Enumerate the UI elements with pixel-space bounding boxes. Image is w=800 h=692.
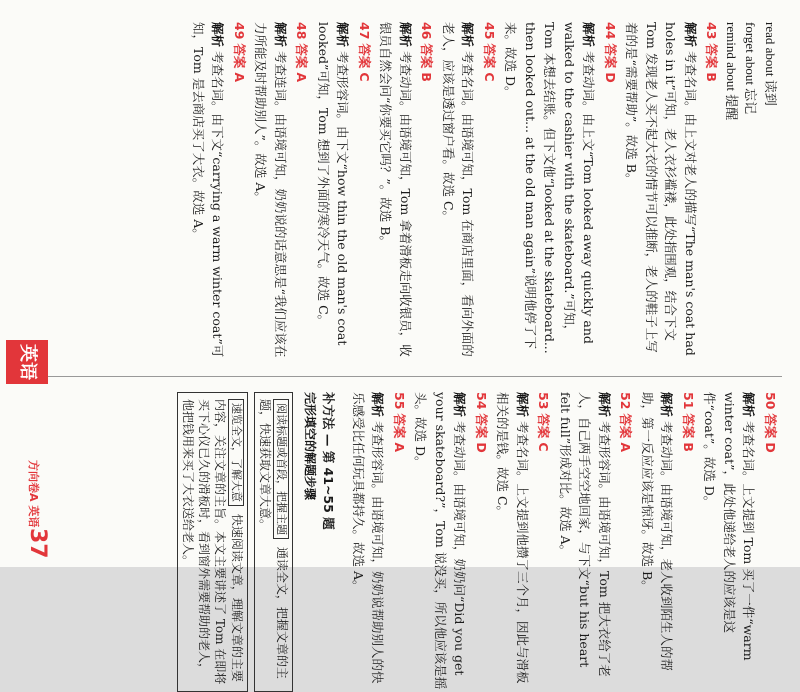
vocab-list: [722, 22, 781, 362]
answer-43: 43 答案 B: [704, 22, 720, 82]
footer-label: 方向卷A 英语: [27, 460, 40, 528]
left-column: [187, 22, 781, 362]
page-footer: [12, 460, 52, 570]
step-tag: 速览全文，了解大意: [229, 399, 245, 506]
analysis-53: 解析 考查名词。上文提到他攒了三个月，因此与滑板相关的是钱。故选 C。: [495, 392, 530, 684]
analysis-47: 解析 考查形容词。由下文“how thin the old man's coat looked”可知，Tom 想到了外面的寒冷天气。故选 C。: [316, 22, 351, 346]
method-step-box: [255, 392, 294, 692]
analysis-49: 解析 考查名词。由下文“carrying a warm winter coat”可知，Tom 是去商店买了大衣。故选 A。: [191, 22, 226, 358]
analysis-43: 解析 考查名词。由上文对老人的描写“The man's coat had holes in it”可知，老人衣衫褴褛，此处指围观，结合下文 Tom 发现老人买不起大衣的情节可以推断，老人的鞋子上写着的是“需要帮助”。故选 B。: [624, 22, 698, 356]
answer-52: 52 答案 A: [618, 392, 634, 453]
answer-46: 46 答案 B: [419, 22, 435, 82]
answer-51: 51 答案 B: [681, 392, 696, 452]
analysis-45: 解析 考查名词。由语境可知，Tom 在商店里面，看向外面的老人，应该是透过窗户看。故选 C。: [441, 22, 476, 357]
method-subtitle: 完形填空的解题步骤: [303, 392, 317, 501]
answer-45: 45 答案 C: [482, 22, 497, 82]
vocab-item: remind about 提醒: [724, 22, 739, 121]
step-text: 快速阅读文章，理解文章的主要内容，关注文章的主旨。本文主要讲述了 Tom 在即将买下心仪已久的滑板时，看到窗外需要帮助的老人，他把钱用来买了大衣送给老人。: [181, 399, 245, 685]
answer-48: 48 答案 A: [294, 22, 310, 83]
answer-50: 50 答案 D: [763, 392, 778, 453]
step-tag: 阅读标题或首段，把握主题: [274, 399, 290, 539]
vocab-item: forget about 忘记: [743, 22, 759, 115]
page-number: 37: [25, 528, 50, 559]
method-step-box: [178, 392, 249, 692]
answer-53: 53 答案 C: [536, 392, 552, 452]
answer-55: 55 答案 A: [392, 392, 407, 453]
vocab-item: read about 读到: [763, 22, 778, 106]
step-text: 通读全文，把握文章的主题，快速获取文章大意。: [258, 399, 290, 679]
analysis-44: 解析 考查动词。由上文“Tom looked away quickly and walked to the cashier with the skateboard.”可知，Tom 本想去结账。但下文他“looked at the skateboard... then looked out... at the old man again”说明他停了下来。故选 D。: [503, 22, 597, 354]
analysis-54: 解析 考查动词。由语境可知，奶奶问“Did you get your skateboard?”，Tom 说没买，所以他应该是摇头。故选 D。: [413, 392, 468, 690]
analysis-50: 解析 考查名词。上文提到 Tom 买了一件“warm winter coat”，此处他递给老人的应该是这件“coat”。故选 D。: [702, 392, 757, 661]
answer-44: 44 答案 D: [603, 22, 618, 83]
answer-47: 47 答案 C: [357, 22, 372, 82]
analysis-48: 解析 考查连词。由语境可知，奶奶说的话意思是“我们应该在力所能及时帮助别人”。故选 A。: [253, 22, 288, 358]
right-column: [174, 392, 781, 692]
analysis-52: 解析 考查形容词。由语境可知，Tom 把大衣给了老人，自己两手空空地回家，与下文“but his heart felt full”形成对比。故选 A。: [558, 392, 612, 677]
subject-tab: 英语: [6, 340, 48, 384]
method-title: 补方法 — 第 41~55 题: [321, 392, 337, 530]
answer-49: 49 答案 A: [232, 22, 247, 83]
column-divider: [42, 376, 782, 377]
analysis-46: 解析 考查动词。由语境可知，Tom 拿着滑板走向收银员，收银员自然会问“你要买它吗？”。故选 B。: [378, 22, 413, 357]
analysis-55: 解析 考查形容词。由语境可知，奶奶说帮助别人的快乐感受比任何玩具都持久。故选 A。: [351, 392, 386, 684]
answer-54: 54 答案 D: [474, 392, 489, 453]
analysis-51: 解析 考查动词。由语境可知，老人收到陌生人的帮助，第一反应应该是惊讶。故选 B。: [640, 392, 675, 672]
